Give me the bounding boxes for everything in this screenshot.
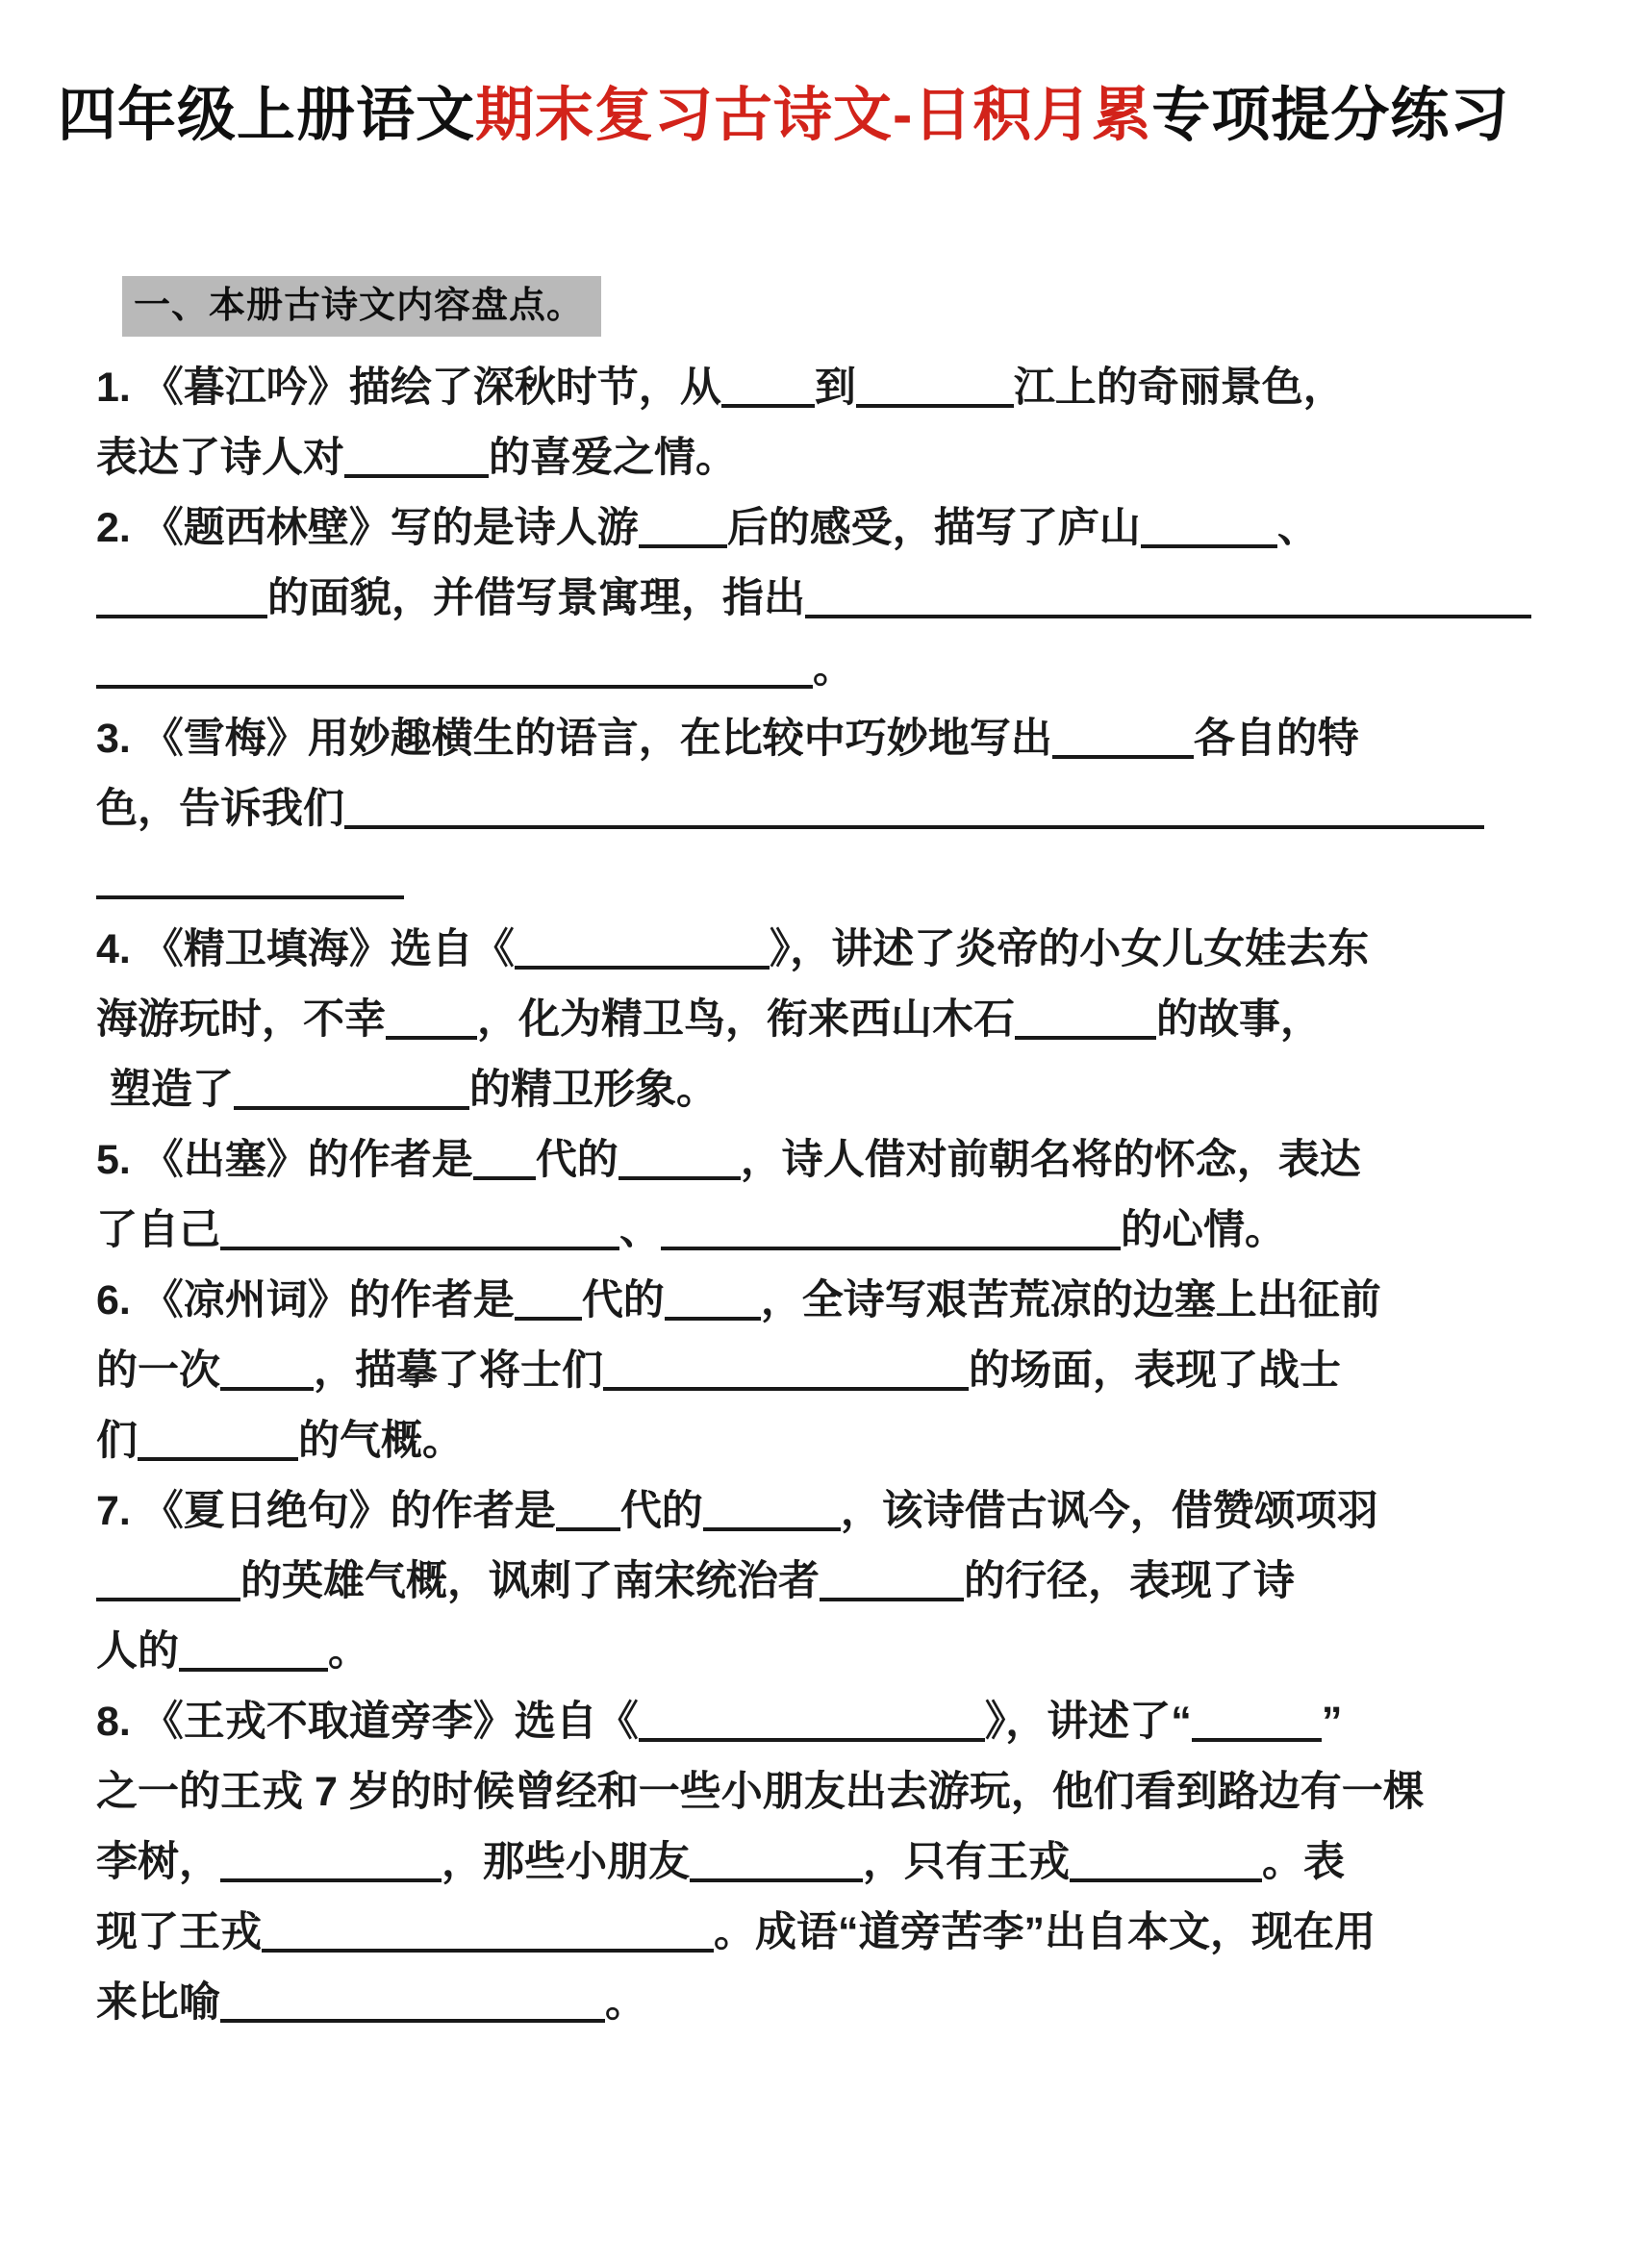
question-line: [96, 1898, 1583, 1968]
question-text: 到: [814, 365, 856, 411]
question-line: [96, 1547, 1583, 1617]
question-text: ，化为精卫鸟，衔来西山木石: [477, 996, 1015, 1043]
question-line: [96, 985, 1583, 1055]
question-text: 的气概。: [298, 1418, 464, 1464]
question-line: [96, 1827, 1583, 1898]
question-text: 现了王戎: [96, 1909, 262, 1955]
title-part-exam-topic: 期末复习古诗文-日积月累: [475, 82, 1152, 147]
answer-blank: [703, 1502, 841, 1531]
question-line: [96, 493, 1583, 564]
section-header-row: [122, 276, 1641, 337]
question-line: [96, 423, 1583, 493]
answer-blank: [473, 1151, 536, 1180]
question-text: 来比喻: [96, 1979, 220, 2026]
question-line: [96, 1266, 1583, 1336]
question-text: 。表: [1262, 1839, 1345, 1885]
question-text: 李树，: [96, 1839, 220, 1885]
question-text: ”: [1321, 1699, 1343, 1745]
answer-blank: [721, 379, 815, 408]
answer-blank: [665, 1292, 761, 1321]
question-text: 代的: [619, 1488, 703, 1534]
answer-blank: [1015, 1011, 1156, 1040]
question-line: [96, 1476, 1583, 1547]
question-text: 、: [619, 1207, 661, 1253]
question-text: ，诗人借对前朝名将的怀念，表达: [740, 1137, 1361, 1183]
answer-blank: [344, 800, 1484, 829]
answer-blank: [820, 1573, 964, 1601]
question-line: [96, 704, 1583, 774]
answer-blank: [603, 1362, 969, 1391]
answer-blank: [96, 590, 267, 618]
answer-blank: [639, 1713, 985, 1742]
question-line: [96, 1968, 1583, 2038]
question-text: 2. 《题西林壁》写的是诗人游: [96, 505, 639, 551]
question-text: 7. 《夏日绝句》的作者是: [96, 1488, 556, 1534]
question-text: ，那些小朋友: [442, 1839, 690, 1885]
question-text: 塑造了: [110, 1067, 234, 1113]
question-text: 4. 《精卫填海》选自《: [96, 926, 515, 972]
section-header: 一、本册古诗文内容盘点。: [122, 276, 601, 337]
answer-blank: [386, 1011, 477, 1040]
question-text: 的英雄气概，讽刺了南宋统治者: [240, 1558, 820, 1604]
answer-blank: [1052, 730, 1194, 759]
title-part-grade-subject: 四年级上册语文: [58, 82, 476, 147]
answer-blank: [1192, 1713, 1322, 1742]
answer-blank: [619, 1151, 741, 1180]
answer-blank: [556, 1502, 620, 1531]
question-text: 了自己: [96, 1207, 220, 1253]
question-text: 人的: [96, 1628, 179, 1675]
question-text: ，描摹了将士们: [314, 1348, 603, 1394]
question-line: [96, 774, 1583, 844]
question-text: 》，讲述了炎帝的小女儿女娃去东: [769, 926, 1370, 972]
question-text: 代的: [535, 1137, 619, 1183]
question-text: 表达了诗人对: [96, 435, 344, 481]
question-line: [96, 353, 1583, 423]
answer-blank: [220, 1222, 619, 1250]
question-line: [96, 1757, 1583, 1827]
question-text: 的精卫形象。: [469, 1067, 718, 1113]
question-text: 江上的奇丽景色，: [1013, 365, 1345, 411]
question-text: 。成语“道旁苦李”出自本文，现在用: [714, 1909, 1376, 1955]
answer-blank: [661, 1222, 1121, 1250]
answer-blank: [234, 1081, 469, 1110]
question-text: 。: [328, 1628, 369, 1675]
question-line: [96, 564, 1583, 634]
question-text: 6. 《凉州词》的作者是: [96, 1277, 515, 1323]
answer-blank: [639, 519, 727, 548]
answer-blank: [179, 1643, 328, 1672]
question-text: 代的: [581, 1277, 665, 1323]
question-text: 8. 《王戎不取道旁李》选自《: [96, 1699, 639, 1745]
answer-blank: [220, 1853, 442, 1882]
question-text: 的场面，表现了战士: [969, 1348, 1341, 1394]
question-text: 。: [605, 1979, 646, 2026]
question-text: 的一次: [96, 1348, 220, 1394]
answer-blank: [856, 379, 1014, 408]
question-text: 的喜爱之情。: [489, 435, 737, 481]
question-line: [96, 634, 1583, 704]
question-text: 海游玩时，不幸: [96, 996, 386, 1043]
answer-blank: [344, 449, 489, 478]
question-text: 3. 《雪梅》用妙趣横生的语言，在比较中巧妙地写出: [96, 716, 1052, 762]
question-text: 1. 《暮江吟》描绘了深秋时节，从: [96, 365, 721, 411]
answer-blank: [515, 1292, 582, 1321]
question-text: 的心情。: [1121, 1207, 1286, 1253]
answer-blank: [1141, 519, 1277, 548]
question-text: 5. 《出塞》的作者是: [96, 1137, 473, 1183]
question-text: 各自的特: [1193, 716, 1359, 762]
worksheet-page: [0, 81, 1641, 2268]
question-line: [96, 1125, 1583, 1196]
question-line: [96, 1336, 1583, 1406]
question-text: 》，讲述了“: [984, 1699, 1192, 1745]
question-text: 后的感受，描写了庐山: [726, 505, 1141, 551]
question-text: ，全诗写艰苦荒凉的边塞上出征前: [760, 1277, 1381, 1323]
question-text: 的行径，表现了诗: [964, 1558, 1295, 1604]
question-list: [96, 353, 1583, 2038]
answer-blank: [96, 660, 813, 689]
answer-blank: [690, 1853, 863, 1882]
question-text: ，该诗借古讽今，借赞颂项羽: [840, 1488, 1378, 1534]
answer-blank: [515, 941, 770, 970]
question-line: [96, 1055, 1583, 1125]
question-text: 、: [1276, 505, 1319, 551]
question-text: 们: [96, 1418, 138, 1464]
page-title: [58, 81, 1622, 148]
question-text: 的面貌，并借写景寓理，指出: [267, 575, 805, 621]
question-text: 的故事，: [1156, 996, 1322, 1043]
question-text: 。: [813, 645, 854, 692]
answer-blank: [138, 1432, 298, 1461]
question-text: 色，告诉我们: [96, 786, 344, 832]
question-line: [96, 1687, 1583, 1757]
answer-blank: [805, 590, 1531, 618]
title-part-practice: 专项提分练习: [1151, 82, 1510, 147]
question-text: ，只有王戎: [863, 1839, 1070, 1885]
answer-blank: [220, 1362, 314, 1391]
question-line: [96, 1406, 1583, 1476]
question-line: [96, 1196, 1583, 1266]
answer-blank: [96, 1573, 240, 1601]
answer-blank: [262, 1924, 714, 1953]
answer-blank: [1070, 1853, 1262, 1882]
question-text: 之一的王戎 7 岁的时候曾经和一些小朋友出去游玩，他们看到路边有一棵: [96, 1769, 1425, 1815]
answer-blank: [220, 1994, 605, 2023]
question-line: [96, 915, 1583, 985]
answer-blank: [96, 870, 404, 899]
question-line: [96, 1617, 1583, 1687]
question-line: [96, 844, 1583, 915]
